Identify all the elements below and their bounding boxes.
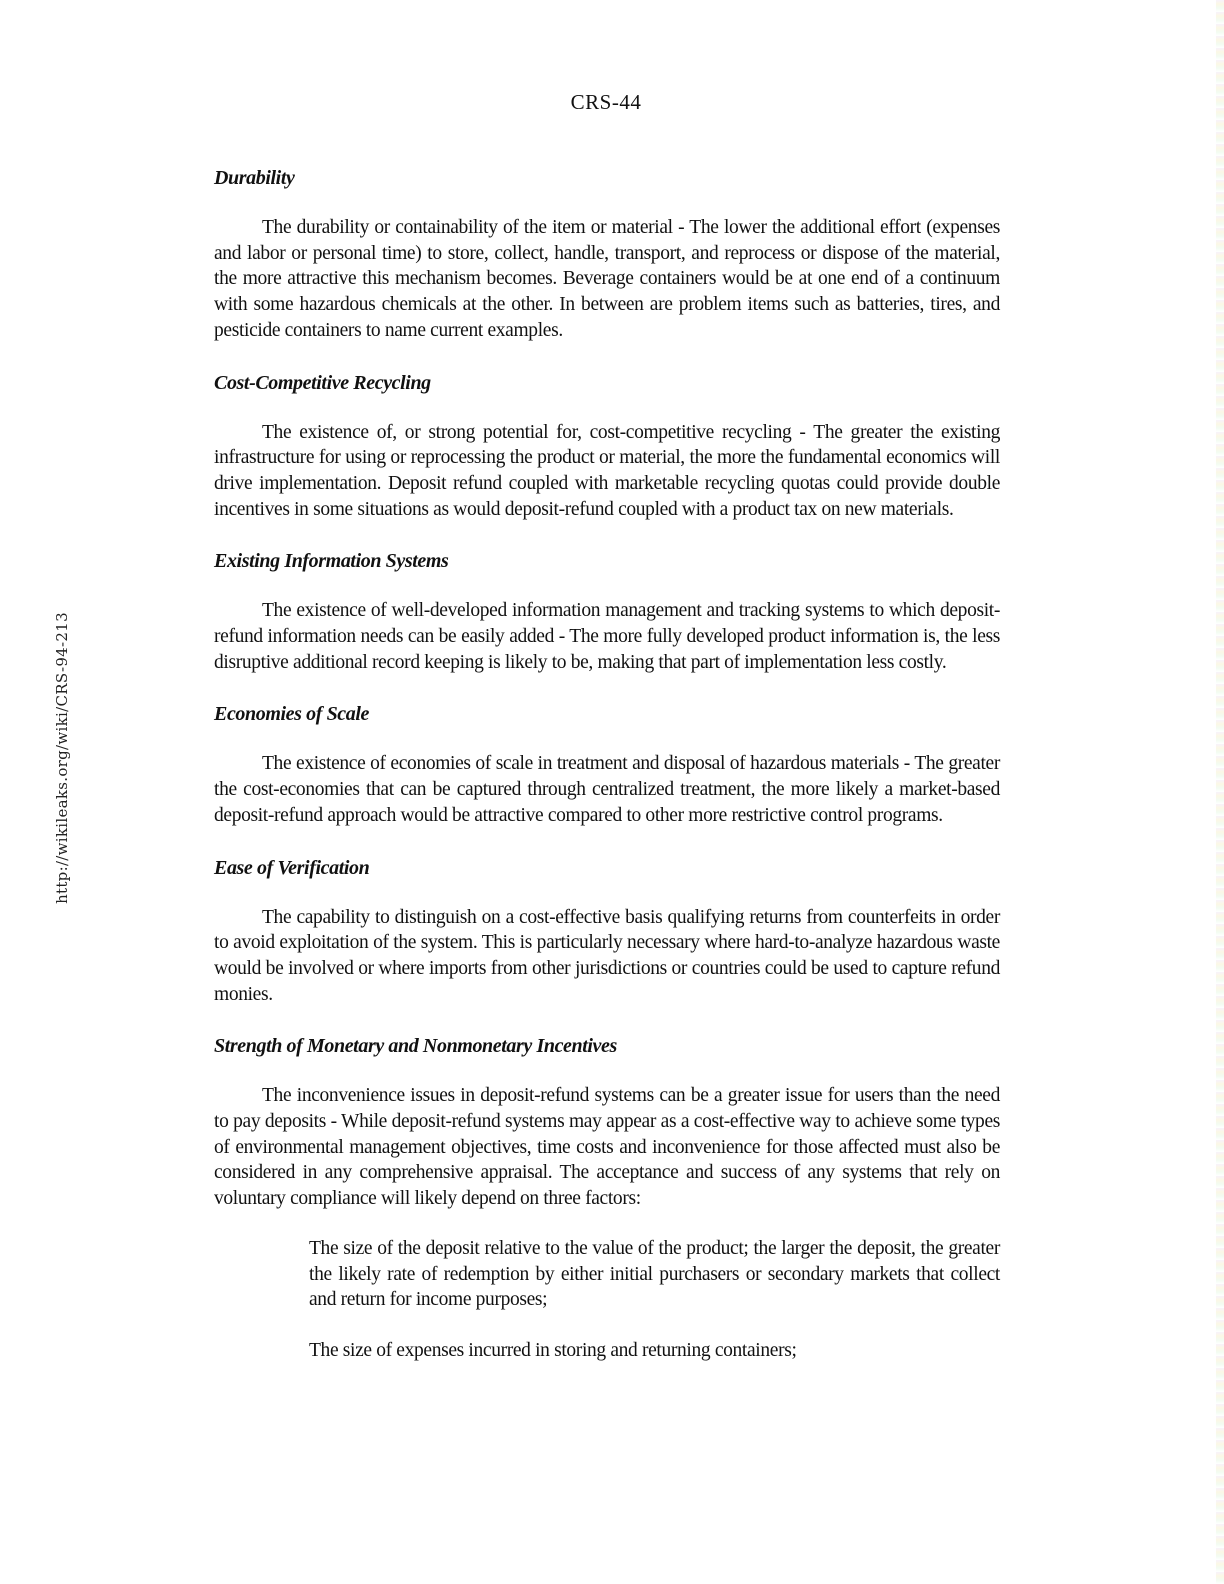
- section-ease-of-verification: [214, 855, 1000, 1008]
- section-heading: Strength of Monetary and Nonmonetary Incentives: [214, 1035, 617, 1058]
- section-paragraph: The existence of, or strong potential for, cost-competitive recycling - The greater the existing infrastructure for using or reprocessing the product or material, the more the fundamental economics will drive implementation. Deposit refund coupled with marketable recycling quotas could provide double incentives in some situations as would deposit-refund coupled with a product tax on new materials.: [214, 421, 1000, 520]
- section-heading: Cost-Competitive Recycling: [214, 371, 431, 394]
- page-header: CRS-44: [570, 90, 642, 114]
- document-body: [214, 165, 1000, 1389]
- source-url-watermark: http://wikileaks.org/wiki/CRS-94-213: [53, 612, 71, 904]
- section-economies-of-scale: [214, 701, 1000, 828]
- section-strength-of-incentives: [214, 1033, 1000, 1363]
- section-heading: Existing Information Systems: [214, 550, 449, 573]
- section-paragraph: The existence of well-developed information management and tracking systems to which deposit-refund information needs can be easily added - The more fully developed product information is, the less disruptive additional record keeping is likely to be, making that part of implementation less costly.: [214, 600, 1000, 673]
- section-paragraph: The existence of economies of scale in treatment and disposal of hazardous materials - The greater the cost-economies that can be captured through centralized treatment, the more likely a market-based deposit-refund approach would be attractive compared to other more restrictive control programs.: [214, 753, 1000, 826]
- section-heading: Economies of Scale: [214, 703, 370, 726]
- section-paragraph: The capability to distinguish on a cost-effective basis qualifying returns from counterfeits in order to avoid exploitation of the system. This is particularly necessary where hard-to-analyze hazardous waste would be involved or where imports from other jurisdictions or countries could be used to capture refund monies.: [214, 906, 1000, 1005]
- section-durability: [214, 165, 1000, 344]
- section-paragraph: The inconvenience issues in deposit-refund systems can be a greater issue for users than the need to pay deposits - While deposit-refund systems may appear as a cost-effective way to achieve some types of environmental management objectives, time costs and inconvenience for those affected must also be considered in any comprehensive appraisal. The acceptance and success of any systems that rely on voluntary compliance will likely depend on three factors:: [214, 1085, 1000, 1210]
- section-heading: Ease of Verification: [214, 856, 370, 879]
- section-heading: Durability: [214, 167, 295, 189]
- factor-list-item: The size of the deposit relative to the value of the product; the larger the deposit, the greater the likely rate of redemption by either initial purchasers or secondary markets that collect and return for income purposes;: [309, 1237, 1000, 1311]
- page-edge: [1216, 0, 1224, 1584]
- section-existing-information-systems: [214, 548, 1000, 675]
- section-cost-competitive-recycling: [214, 370, 1000, 523]
- section-paragraph: The durability or containability of the item or material - The lower the additional effort (expenses and labor or personal time) to store, collect, handle, transport, and reprocess or dispose of the material, the more attractive this mechanism becomes. Beverage containers would be at one end of a continuum with some hazardous chemicals at the other. In between are problem items such as batteries, tires, and pesticide containers to name current examples.: [214, 217, 1000, 341]
- factor-list-item: The size of expenses incurred in storing and returning containers;: [309, 1339, 797, 1361]
